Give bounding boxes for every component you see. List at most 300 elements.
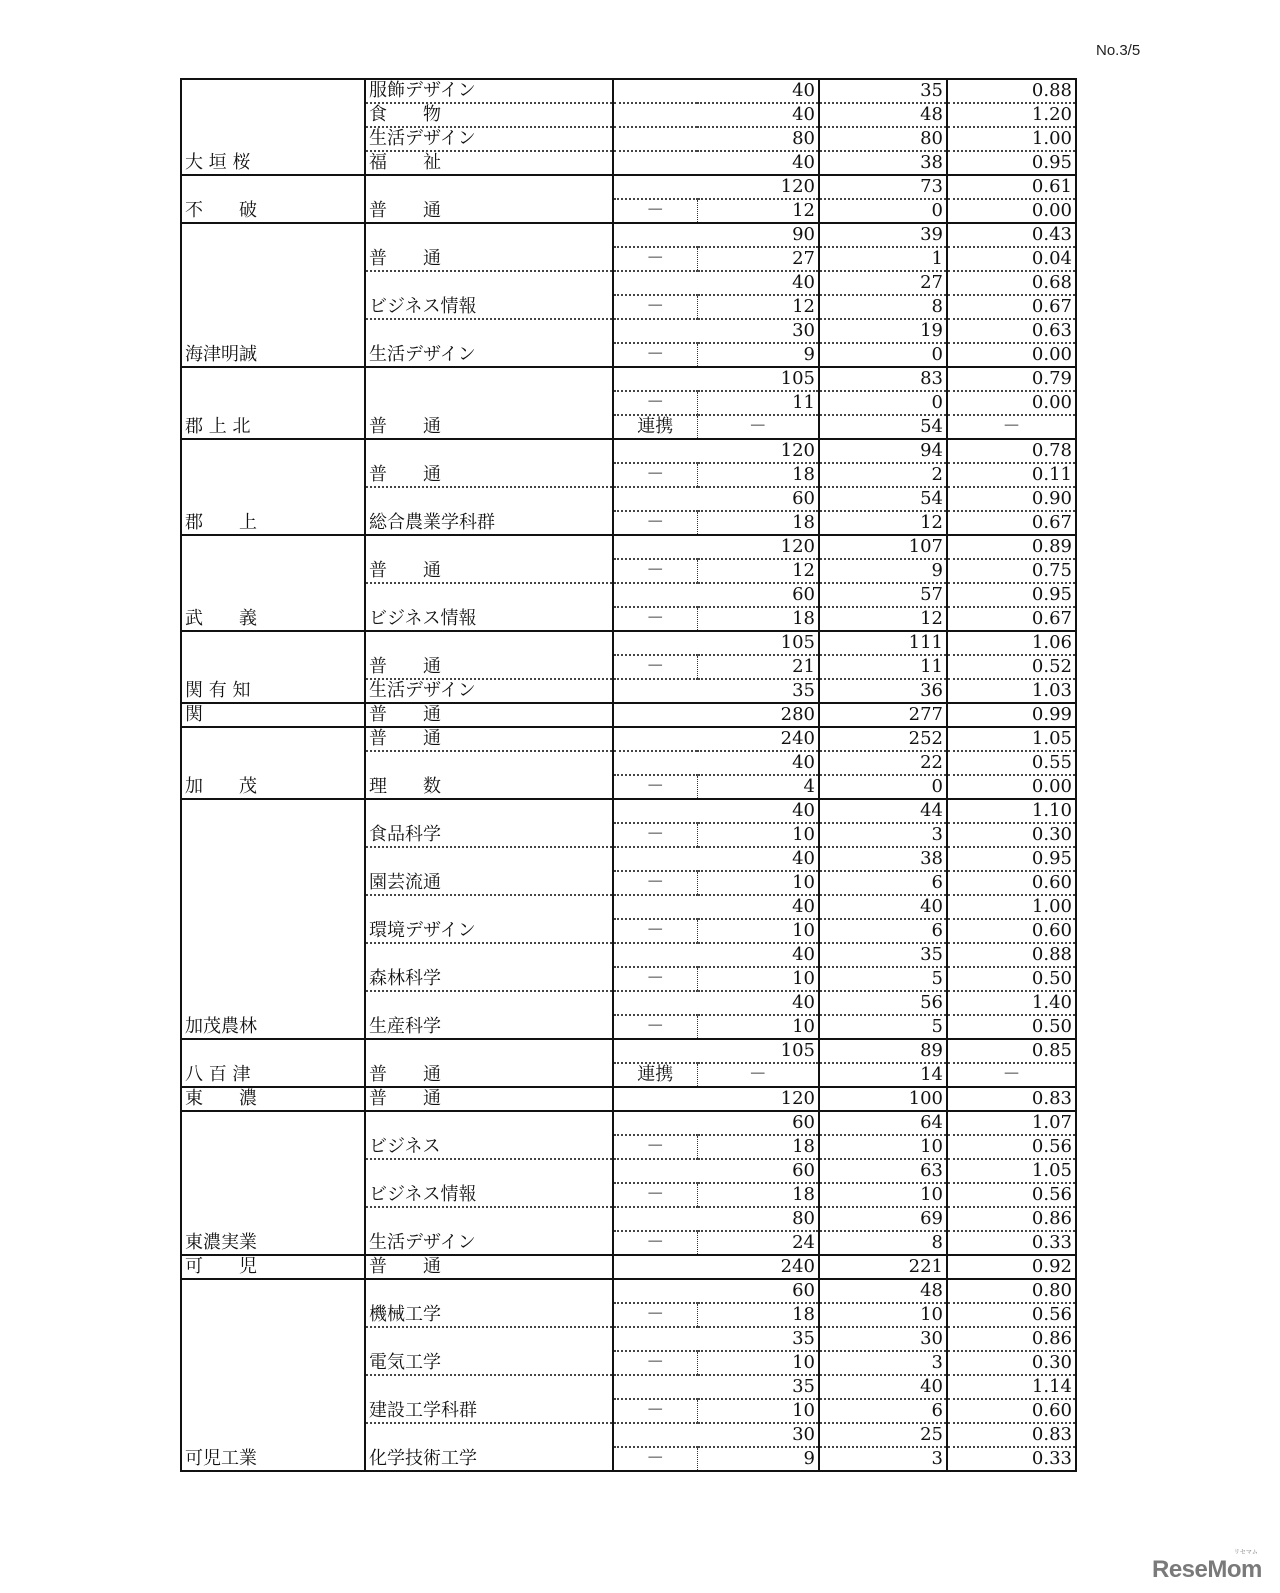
table-row: [181, 1255, 1076, 1279]
capacity-value: 18: [697, 607, 819, 631]
sub-category: －: [613, 343, 697, 367]
capacity-value: 105: [697, 367, 819, 391]
table-row: [181, 79, 1076, 103]
capacity-value: 9: [697, 1447, 819, 1471]
ratio-value: 0.95: [947, 583, 1076, 607]
school-name: 不 破: [181, 175, 365, 223]
sub-category: [613, 1039, 697, 1063]
sub-category: [613, 127, 697, 151]
sub-category: －: [613, 391, 697, 415]
applicants-value: 14: [819, 1063, 947, 1087]
resemom-logo: [1152, 1550, 1262, 1584]
enrollment-table: [180, 78, 1077, 1472]
table-row: [181, 1039, 1076, 1063]
sub-category: 連携: [613, 415, 697, 439]
table-row: [181, 439, 1076, 463]
ratio-value: 1.40: [947, 991, 1076, 1015]
logo-text: ReseMom: [1152, 1556, 1262, 1583]
applicants-value: 89: [819, 1039, 947, 1063]
applicants-value: 40: [819, 895, 947, 919]
applicants-value: 9: [819, 559, 947, 583]
course-name: 園芸流通: [365, 847, 613, 895]
capacity-value: 11: [697, 391, 819, 415]
applicants-value: 0: [819, 343, 947, 367]
table-row: [181, 223, 1076, 247]
ratio-value: 0.78: [947, 439, 1076, 463]
capacity-value: 35: [697, 1327, 819, 1351]
applicants-value: 44: [819, 799, 947, 823]
applicants-value: 48: [819, 1279, 947, 1303]
ratio-value: 0.56: [947, 1135, 1076, 1159]
capacity-value: 280: [697, 703, 819, 727]
school-name: 郡 上: [181, 439, 365, 535]
sub-category: [613, 847, 697, 871]
applicants-value: 54: [819, 415, 947, 439]
ratio-value: 0.00: [947, 391, 1076, 415]
capacity-value: 40: [697, 943, 819, 967]
school-name: 八 百 津: [181, 1039, 365, 1087]
applicants-value: 3: [819, 823, 947, 847]
course-name: 理 数: [365, 751, 613, 799]
sub-category: [613, 703, 697, 727]
sub-category: －: [613, 1135, 697, 1159]
capacity-value: 40: [697, 799, 819, 823]
ratio-value: 0.83: [947, 1423, 1076, 1447]
course-name: 電気工学: [365, 1327, 613, 1375]
sub-category: [613, 1207, 697, 1231]
ratio-value: 0.11: [947, 463, 1076, 487]
capacity-value: 30: [697, 319, 819, 343]
sub-category: [613, 151, 697, 175]
sub-category: [613, 103, 697, 127]
applicants-value: 35: [819, 79, 947, 103]
sub-category: [613, 727, 697, 751]
applicants-value: 10: [819, 1303, 947, 1327]
sub-category: －: [613, 1015, 697, 1039]
applicants-value: 100: [819, 1087, 947, 1111]
ratio-value: 1.00: [947, 895, 1076, 919]
sub-category: －: [613, 199, 697, 223]
course-name: 化学技術工学: [365, 1423, 613, 1471]
applicants-value: 38: [819, 151, 947, 175]
course-name: 総合農業学科群: [365, 487, 613, 535]
sub-category: [613, 991, 697, 1015]
ratio-value: 0.95: [947, 151, 1076, 175]
ratio-value: 0.67: [947, 607, 1076, 631]
applicants-value: 40: [819, 1375, 947, 1399]
applicants-value: 11: [819, 655, 947, 679]
capacity-value: 12: [697, 199, 819, 223]
applicants-value: 1: [819, 247, 947, 271]
ratio-value: 0.86: [947, 1207, 1076, 1231]
applicants-value: 80: [819, 127, 947, 151]
applicants-value: 8: [819, 1231, 947, 1255]
ratio-value: 0.56: [947, 1303, 1076, 1327]
sub-category: [613, 319, 697, 343]
applicants-value: 0: [819, 199, 947, 223]
school-name: 大 垣 桜: [181, 79, 365, 175]
sub-category: －: [613, 463, 697, 487]
table-row: [181, 1087, 1076, 1111]
sub-category: [613, 1327, 697, 1351]
capacity-value: 40: [697, 103, 819, 127]
sub-category: [613, 1087, 697, 1111]
ratio-value: 0.00: [947, 343, 1076, 367]
sub-category: －: [613, 1183, 697, 1207]
capacity-value: 27: [697, 247, 819, 271]
course-name: 普 通: [365, 535, 613, 583]
capacity-value: 18: [697, 1135, 819, 1159]
sub-category: －: [613, 919, 697, 943]
ratio-value: 0.33: [947, 1231, 1076, 1255]
sub-category: [613, 943, 697, 967]
applicants-value: 64: [819, 1111, 947, 1135]
sub-category: [613, 799, 697, 823]
ratio-value: 0.86: [947, 1327, 1076, 1351]
sub-category: －: [613, 775, 697, 799]
capacity-value: 120: [697, 1087, 819, 1111]
sub-category: －: [613, 1303, 697, 1327]
sub-category: －: [613, 559, 697, 583]
applicants-value: 30: [819, 1327, 947, 1351]
ratio-value: 0.90: [947, 487, 1076, 511]
capacity-value: 18: [697, 1303, 819, 1327]
ratio-value: 0.92: [947, 1255, 1076, 1279]
capacity-value: 60: [697, 583, 819, 607]
capacity-value: 105: [697, 631, 819, 655]
school-name: 加 茂: [181, 727, 365, 799]
sub-category: [613, 751, 697, 775]
course-name: 普 通: [365, 223, 613, 271]
ratio-value: 0.85: [947, 1039, 1076, 1063]
ratio-value: 0.04: [947, 247, 1076, 271]
course-name: 普 通: [365, 1255, 613, 1279]
applicants-value: 22: [819, 751, 947, 775]
sub-category: [613, 1375, 697, 1399]
sub-category: 連携: [613, 1063, 697, 1087]
course-name: 普 通: [365, 1039, 613, 1087]
school-name: 可 児: [181, 1255, 365, 1279]
applicants-value: 36: [819, 679, 947, 703]
course-name: 普 通: [365, 703, 613, 727]
capacity-value: 105: [697, 1039, 819, 1063]
school-name: 関 有 知: [181, 631, 365, 703]
capacity-value: 35: [697, 1375, 819, 1399]
applicants-value: 69: [819, 1207, 947, 1231]
ratio-value: 0.67: [947, 295, 1076, 319]
capacity-value: 10: [697, 1399, 819, 1423]
sub-category: －: [613, 655, 697, 679]
capacity-value: 35: [697, 679, 819, 703]
ratio-value: 0.50: [947, 967, 1076, 991]
capacity-value: 18: [697, 511, 819, 535]
ratio-value: 0.88: [1031, 80, 1072, 101]
sub-category: －: [613, 823, 697, 847]
applicants-value: 94: [819, 439, 947, 463]
applicants-value: 6: [819, 919, 947, 943]
ratio-value: 0.95: [947, 847, 1076, 871]
capacity-value: 60: [697, 1111, 819, 1135]
ratio-value: 1.20: [947, 103, 1076, 127]
capacity-value: 120: [697, 535, 819, 559]
applicants-value: 10: [819, 1183, 947, 1207]
ratio-value: 0.50: [947, 1015, 1076, 1039]
sub-category: [613, 271, 697, 295]
capacity-value: 80: [697, 1207, 819, 1231]
capacity-value: 40: [697, 751, 819, 775]
capacity-value: 120: [697, 175, 819, 199]
course-name: 環境デザイン: [365, 895, 613, 943]
table-row: [181, 799, 1076, 823]
capacity-value: 24: [697, 1231, 819, 1255]
ratio-value: 0.30: [947, 823, 1076, 847]
applicants-value: 3: [819, 1447, 947, 1471]
capacity-value: 18: [697, 463, 819, 487]
capacity-value: 80: [697, 127, 819, 151]
applicants-value: 0: [819, 775, 947, 799]
capacity-value: 40: [697, 151, 819, 175]
ratio-value: 0.89: [947, 535, 1076, 559]
applicants-value: 6: [819, 1399, 947, 1423]
ratio-value: 0.56: [947, 1183, 1076, 1207]
school-name: 可児工業: [181, 1279, 365, 1471]
applicants-value: 48: [819, 103, 947, 127]
ratio-value: 0.75: [947, 559, 1076, 583]
capacity-value: 90: [697, 223, 819, 247]
capacity-value: 60: [697, 1279, 819, 1303]
ratio-value: 0.30: [947, 1351, 1076, 1375]
capacity-value: 10: [697, 919, 819, 943]
sub-category: [613, 895, 697, 919]
applicants-value: 5: [819, 967, 947, 991]
school-name: 郡 上 北: [181, 367, 365, 439]
capacity-value: 10: [697, 967, 819, 991]
sub-category: [613, 1279, 697, 1303]
applicants-value: 5: [819, 1015, 947, 1039]
course-name: 普 通: [365, 367, 613, 439]
course-name: 生産科学: [365, 991, 613, 1039]
capacity-value: 240: [697, 1255, 819, 1279]
ratio-value: 0.60: [947, 871, 1076, 895]
sub-category: [613, 1255, 697, 1279]
ratio-value: 0.52: [947, 655, 1076, 679]
course-name: 生活デザイン: [365, 679, 613, 703]
applicants-value: 0: [819, 391, 947, 415]
applicants-value: 221: [819, 1255, 947, 1279]
sub-category: －: [613, 607, 697, 631]
sub-category: [613, 439, 697, 463]
school-name: 武 義: [181, 535, 365, 631]
ratio-value: 1.03: [947, 679, 1076, 703]
ratio-value: 1.05: [947, 1159, 1076, 1183]
table-row: [181, 1111, 1076, 1135]
applicants-value: 252: [819, 727, 947, 751]
ratio-value: 1.00: [947, 127, 1076, 151]
course-name: 生活デザイン: [365, 127, 613, 151]
ratio-value: 0.79: [947, 367, 1076, 391]
applicants-value: 54: [819, 487, 947, 511]
ratio-value: －: [947, 415, 1076, 439]
page-number: No.3/5: [1096, 42, 1141, 59]
sub-category: [613, 631, 697, 655]
sub-category: －: [613, 1447, 697, 1471]
sub-category: [613, 583, 697, 607]
ratio-value: 1.06: [947, 631, 1076, 655]
school-name: 東濃実業: [181, 1111, 365, 1255]
capacity-value: 10: [697, 1015, 819, 1039]
course-name: 普 通: [365, 727, 613, 751]
capacity-value: 40: [697, 895, 819, 919]
applicants-value: 2: [819, 463, 947, 487]
school-name: 関: [181, 703, 365, 727]
sub-category: [613, 1159, 697, 1183]
table-row: [181, 1279, 1076, 1303]
applicants-value: 111: [819, 631, 947, 655]
applicants-value: 83: [819, 367, 947, 391]
capacity-value: 40: [697, 79, 819, 103]
ratio-value: 0.67: [947, 511, 1076, 535]
applicants-value: 25: [819, 1423, 947, 1447]
sub-category: －: [613, 871, 697, 895]
applicants-value: 12: [819, 607, 947, 631]
applicants-value: 3: [819, 1351, 947, 1375]
school-name: 東 濃: [181, 1087, 365, 1111]
applicants-value: 63: [819, 1159, 947, 1183]
ratio-value: 0.61: [947, 175, 1076, 199]
capacity-value: 40: [697, 847, 819, 871]
sub-category: [613, 79, 697, 103]
capacity-value: 40: [697, 271, 819, 295]
capacity-value: －: [697, 415, 819, 439]
applicants-value: 10: [819, 1135, 947, 1159]
applicants-value: 107: [819, 535, 947, 559]
table-body: [181, 79, 1076, 1471]
capacity-value: －: [697, 1063, 819, 1087]
course-name: 食 物: [365, 103, 613, 127]
course-name: 普 通: [365, 1087, 613, 1111]
applicants-value: 8: [819, 295, 947, 319]
ratio-value: 0.88: [947, 943, 1076, 967]
course-name: 服飾デザイン: [365, 79, 613, 103]
sub-category: －: [613, 247, 697, 271]
ratio-value: 1.10: [947, 799, 1076, 823]
table-row: [181, 535, 1076, 559]
applicants-value: 19: [819, 319, 947, 343]
course-name: 生活デザイン: [365, 319, 613, 367]
applicants-value: 6: [819, 871, 947, 895]
sub-category: [613, 1423, 697, 1447]
sub-category: －: [613, 1351, 697, 1375]
applicants-value: 12: [819, 511, 947, 535]
table-row: [181, 367, 1076, 391]
capacity-value: 240: [697, 727, 819, 751]
ratio-value: 0.83: [947, 1087, 1076, 1111]
sub-category: [613, 487, 697, 511]
capacity-value: 10: [697, 1351, 819, 1375]
sub-category: －: [613, 295, 697, 319]
capacity-value: 60: [697, 1159, 819, 1183]
ratio-value: 0.99: [947, 703, 1076, 727]
applicants-value: 38: [819, 847, 947, 871]
applicants-value: 39: [819, 223, 947, 247]
course-name: 食品科学: [365, 799, 613, 847]
capacity-value: 4: [697, 775, 819, 799]
course-name: 普 通: [365, 175, 613, 223]
applicants-value: 27: [819, 271, 947, 295]
applicants-value: 57: [819, 583, 947, 607]
ratio-value: －: [947, 1063, 1076, 1087]
ratio-value: 1.05: [947, 727, 1076, 751]
sub-category: [613, 367, 697, 391]
ratio-value: 0.00: [947, 199, 1076, 223]
course-name: 福 祉: [365, 151, 613, 175]
capacity-value: 21: [697, 655, 819, 679]
applicants-value: 277: [819, 703, 947, 727]
ratio-value: 0.60: [947, 1399, 1076, 1423]
capacity-value: 60: [697, 487, 819, 511]
course-name: ビジネス情報: [365, 271, 613, 319]
sub-category: －: [613, 967, 697, 991]
applicants-value: 56: [819, 991, 947, 1015]
sub-category: [613, 223, 697, 247]
ratio-value: 0.80: [947, 1279, 1076, 1303]
sub-category: [613, 679, 697, 703]
course-name: ビジネス情報: [365, 1159, 613, 1207]
sub-category: [613, 535, 697, 559]
logo-ruby: リセマム: [1233, 1550, 1258, 1556]
capacity-value: 120: [697, 439, 819, 463]
table-row: [181, 175, 1076, 199]
course-name: ビジネス情報: [365, 583, 613, 631]
ratio-value: 0.63: [947, 319, 1076, 343]
capacity-value: 10: [697, 871, 819, 895]
sub-category: [613, 1111, 697, 1135]
course-name: ビジネス: [365, 1111, 613, 1159]
ratio-value: 0.68: [947, 271, 1076, 295]
course-name: 生活デザイン: [365, 1207, 613, 1255]
sub-category: －: [613, 1231, 697, 1255]
capacity-value: 18: [697, 1183, 819, 1207]
table-row: [181, 631, 1076, 655]
course-name: 建設工学科群: [365, 1375, 613, 1423]
capacity-value: 30: [697, 1423, 819, 1447]
course-name: 普 通: [365, 631, 613, 679]
applicants-value: 35: [819, 943, 947, 967]
school-name: 海津明誠: [181, 223, 365, 367]
sub-category: －: [613, 1399, 697, 1423]
table-row: [181, 727, 1076, 751]
course-name: 普 通: [365, 439, 613, 487]
table-row: [181, 703, 1076, 727]
ratio-value: 1.07: [947, 1111, 1076, 1135]
ratio-value: 0.00: [947, 775, 1076, 799]
capacity-value: 9: [697, 343, 819, 367]
ratio-value: 0.43: [947, 223, 1076, 247]
course-name: 機械工学: [365, 1279, 613, 1327]
ratio-value: 0.55: [947, 751, 1076, 775]
ratio-value: 0.33: [947, 1447, 1076, 1471]
course-name: 森林科学: [365, 943, 613, 991]
school-name: 加茂農林: [181, 799, 365, 1039]
sub-category: [613, 175, 697, 199]
capacity-value: 40: [697, 991, 819, 1015]
sub-category: －: [613, 511, 697, 535]
capacity-value: 12: [697, 559, 819, 583]
capacity-value: 10: [697, 823, 819, 847]
ratio-value: 0.60: [947, 919, 1076, 943]
capacity-value: 12: [697, 295, 819, 319]
ratio-value: 1.14: [947, 1375, 1076, 1399]
